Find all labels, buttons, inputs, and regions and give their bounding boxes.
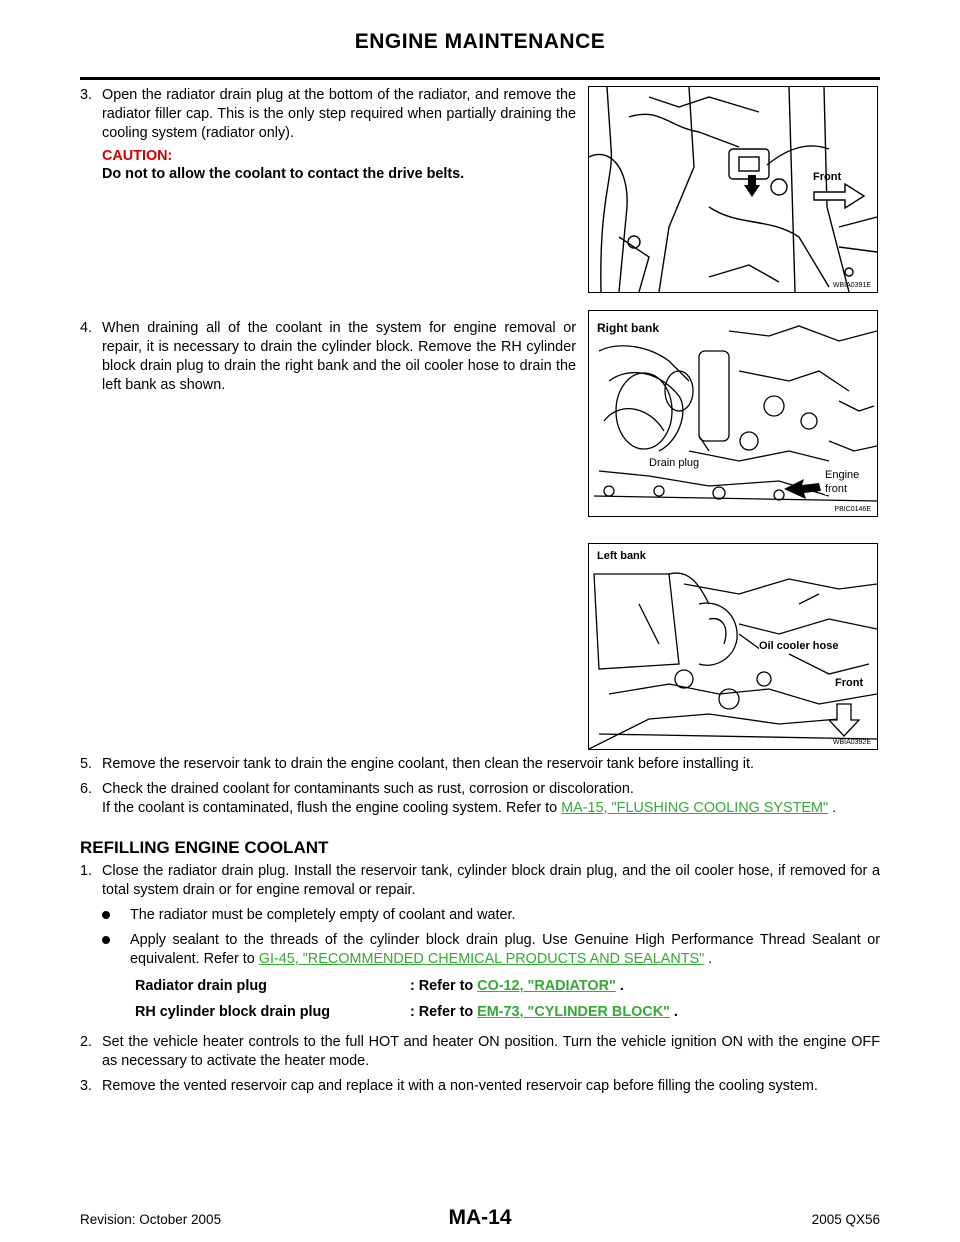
figure-label-front: front <box>825 483 848 495</box>
step-number: 4. <box>80 320 93 336</box>
step-text: Close the radiator drain plug. Install the reservoir tank, cylinder block drain plug, and the oil cooler hose, if removed for a total system drain or for engine removal or repair. <box>102 863 880 898</box>
figure-label-right-bank: Right bank <box>597 321 659 335</box>
figure-left-bank-drain <box>588 543 878 750</box>
figure-label-oil-cooler-hose: Oil cooler hose <box>759 640 839 652</box>
drain-step-3 <box>80 86 576 143</box>
bullet-icon <box>102 911 110 919</box>
step-text: Open the radiator drain plug at the bottom of the radiator, and remove the radiator filler cap. This is the only step required when partially draining the cooling system (radiator only). <box>102 87 576 141</box>
figure-right-bank-drain <box>588 310 878 517</box>
refill-step-3 <box>80 1077 880 1096</box>
step-number: 1. <box>80 863 93 879</box>
radiator-link[interactable]: CO-12, "RADIATOR" <box>477 978 616 994</box>
vehicle-model: 2005 QX56 <box>811 1212 880 1227</box>
figure-id: WBIA0392E <box>832 739 871 746</box>
step-number: 6. <box>80 781 93 797</box>
drain-step-6: 6. Check the drained coolant for contaminants such as rust, corrosion or discoloration. If the coolant is contaminated, flush the engine cooling system. Refer to MA-15, "FLUSHING COOLING SYSTEM" . <box>80 780 880 818</box>
drain-step-5 <box>80 755 880 774</box>
figure-id: PBIC0146E <box>834 506 871 513</box>
step-number: 5. <box>80 756 93 772</box>
step-number: 2. <box>80 1034 93 1050</box>
bullet-text: Apply sealant to the threads of the cylinder block drain plug. Use Genuine High Performance Thread Sealant or equivalent. Refer to <box>130 932 880 967</box>
revision-date: Revision: October 2005 <box>80 1212 222 1227</box>
recommended-chemical-products-link[interactable]: GI-45, "RECOMMENDED CHEMICAL PRODUCTS AND SEALANTS" <box>258 951 705 967</box>
caution-heading: CAUTION: <box>102 148 173 164</box>
caution-text: Do not to allow the coolant to contact the drive belts. <box>102 166 465 182</box>
step-number: 3. <box>80 87 93 103</box>
header-rule <box>80 77 880 80</box>
figure-label-front: Front <box>835 677 864 689</box>
step-text: When draining all of the coolant in the system for engine removal or repair, it is necessary to drain the cylinder block. Remove the RH cylinder block drain plug to drain the right bank and the oil cooler hose to drain the left bank as shown. <box>102 320 576 393</box>
spec-label: RH cylinder block drain plug <box>135 1004 331 1020</box>
front-arrow-icon <box>814 184 864 208</box>
spec-value: : Refer to CO-12, "RADIATOR" . <box>410 978 624 994</box>
step-number: 3. <box>80 1078 93 1094</box>
radiator-drain-illustration <box>589 87 877 292</box>
bullet-icon <box>102 936 110 944</box>
refill-step-1 <box>80 862 880 900</box>
figure-radiator-drain <box>588 86 878 293</box>
front-arrow-down-icon <box>829 704 859 736</box>
step-text: Remove the vented reservoir cap and replace it with a non-vented reservoir cap before filling the cooling system. <box>102 1078 818 1094</box>
page-number: MA-14 <box>448 1206 512 1229</box>
figure-label-drain-plug: Drain plug <box>649 457 700 469</box>
figure-label-left-bank: Left bank <box>597 550 646 562</box>
drain-step-4 <box>80 319 576 395</box>
spec-label: Radiator drain plug <box>135 978 267 994</box>
section-title: REFILLING ENGINE COOLANT <box>80 838 329 857</box>
figure-label-front: Front <box>813 171 842 183</box>
step-text: Check the drained coolant for contaminants such as rust, corrosion or discoloration. <box>102 781 634 797</box>
bullet-item <box>102 906 880 925</box>
figure-id: WBIA0391E <box>832 282 871 289</box>
page-header-title: ENGINE MAINTENANCE <box>354 30 606 53</box>
figure-label-engine: Engine <box>825 469 860 481</box>
engine-front-arrow-icon <box>784 479 821 499</box>
spec-value: : Refer to EM-73, "CYLINDER BLOCK" . <box>410 1004 678 1020</box>
step-text: Remove the reservoir tank to drain the engine coolant, then clean the reservoir tank before installing it. <box>102 756 754 772</box>
bullet-item: Apply sealant to the threads of the cylinder block drain plug. Use Genuine High Performance Thread Sealant or equivalent. Refer to GI-45, "RECOMMENDED CHEMICAL PRODUCTS AND SEALANTS" . <box>102 931 880 969</box>
cylinder-block-link[interactable]: EM-73, "CYLINDER BLOCK" <box>477 1004 670 1020</box>
flushing-cooling-system-link[interactable]: MA-15, "FLUSHING COOLING SYSTEM" <box>561 800 829 816</box>
refill-step-2 <box>80 1033 880 1071</box>
bullet-text: The radiator must be completely empty of coolant and water. <box>130 907 516 923</box>
step-text: If the coolant is contaminated, flush the engine cooling system. Refer to <box>102 800 558 816</box>
step-text: Set the vehicle heater controls to the full HOT and heater ON position. Turn the vehicle ignition ON with the engine OFF as necessary to activate the heater mode. <box>102 1034 880 1069</box>
